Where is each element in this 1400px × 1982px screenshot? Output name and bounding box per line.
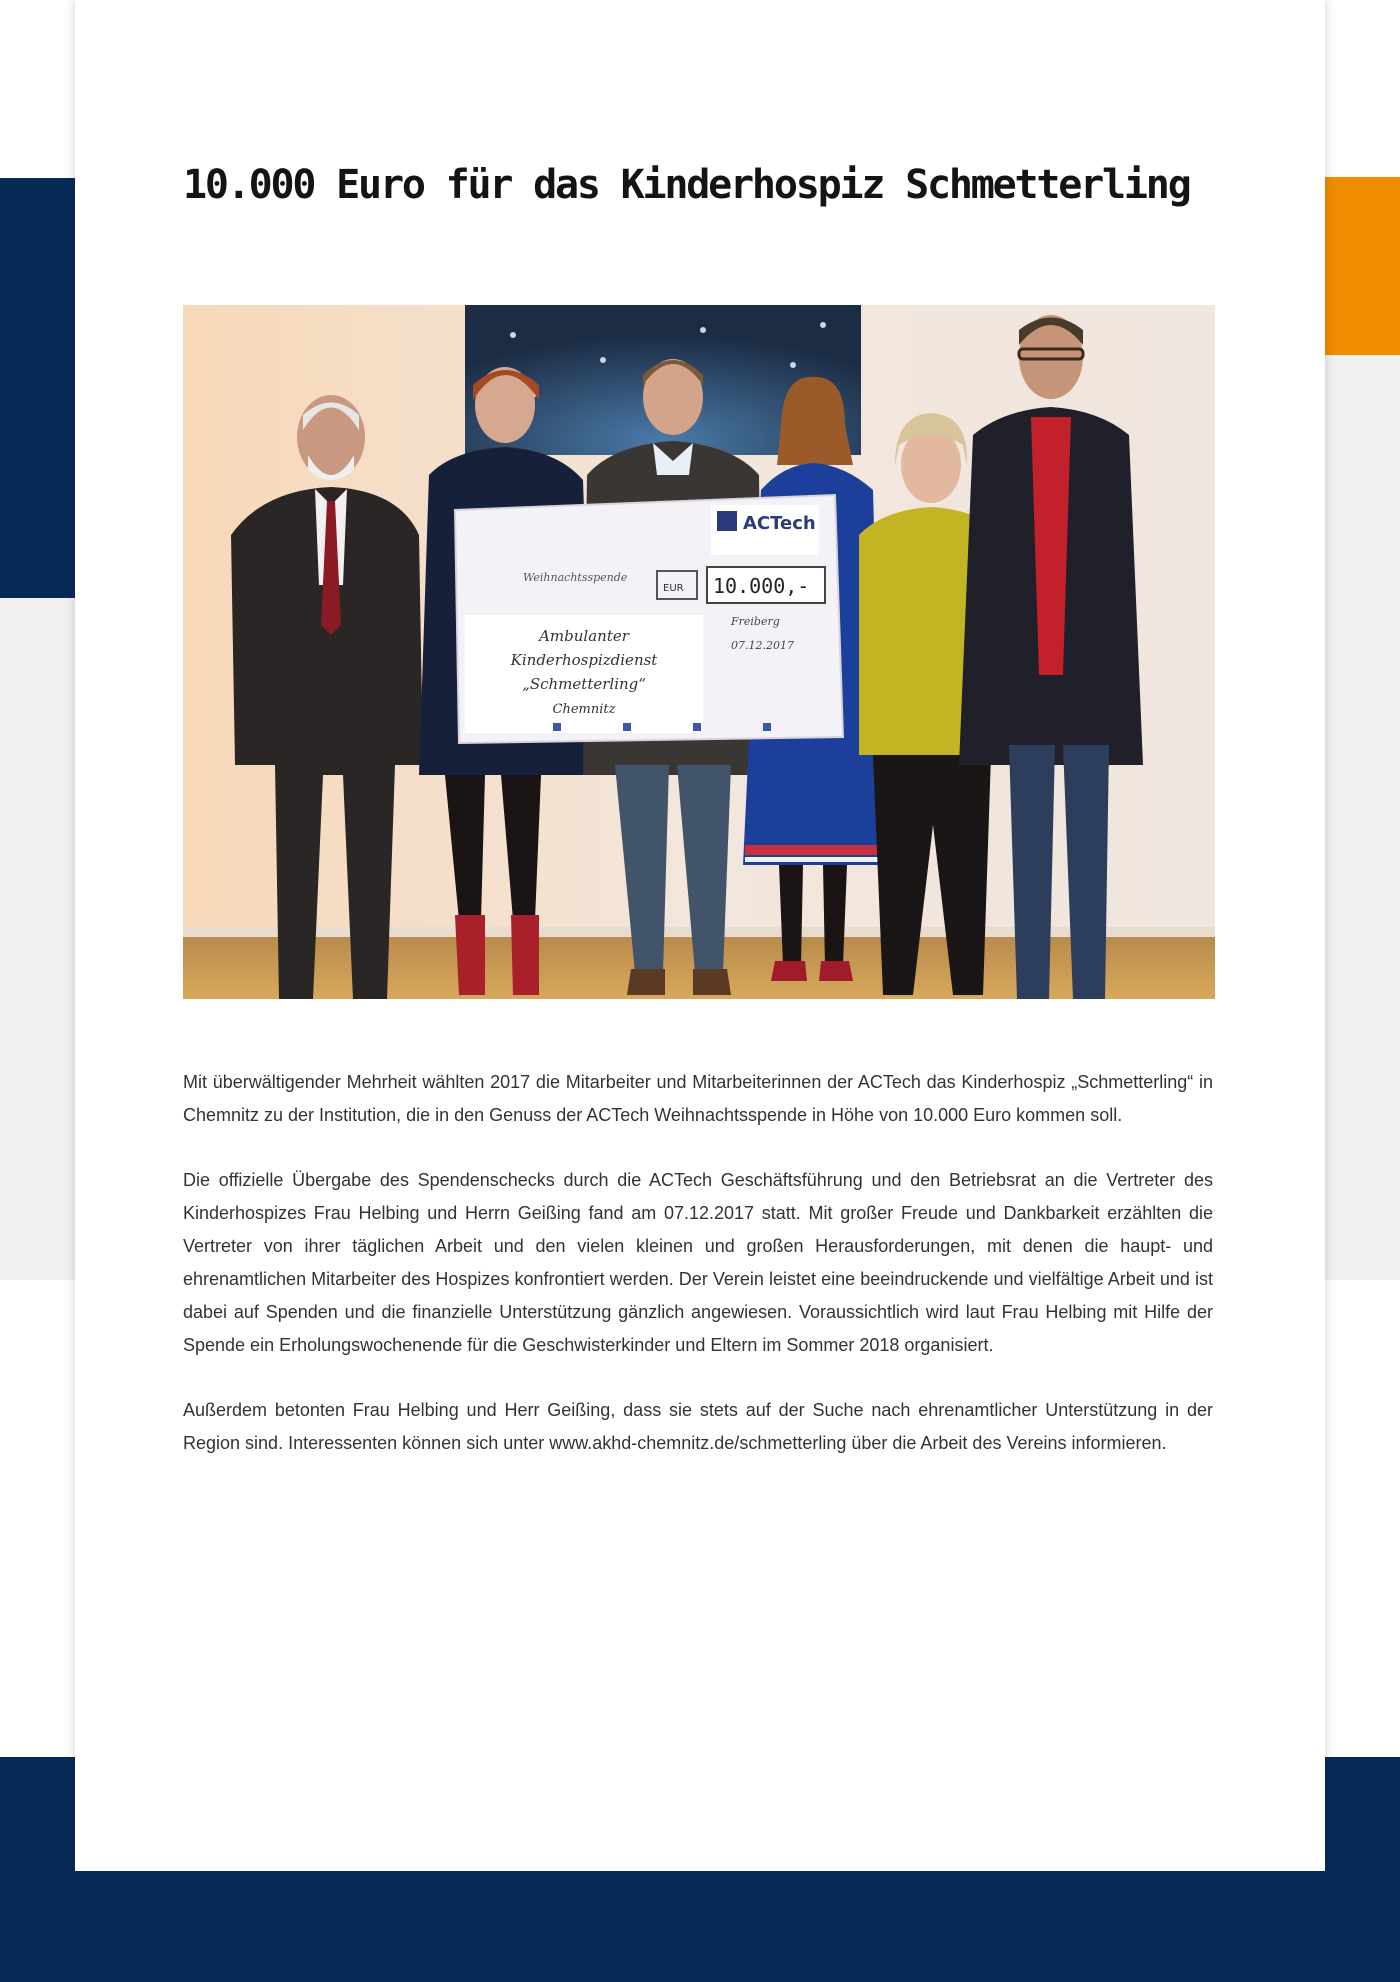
cheque-place: Freiberg bbox=[731, 615, 780, 628]
article-card bbox=[75, 0, 1325, 1871]
cheque-date: 07.12.2017 bbox=[731, 639, 794, 652]
cheque-recipient-line-2: Kinderhospizdienst bbox=[510, 651, 658, 669]
article-title: 10.000 Euro für das Kinderhospiz Schmetterling bbox=[183, 162, 1190, 208]
cheque-handover-photo bbox=[183, 305, 1215, 999]
donation-cheque bbox=[455, 495, 843, 743]
cheque-recipient-line-1: Ambulanter bbox=[539, 627, 629, 645]
actech-logo-icon bbox=[717, 511, 737, 531]
paragraph-1: Mit überwältigender Mehrheit wählten 2017 die Mitarbeiter und Mitarbeiterinnen der ACTech das Kinderhospiz „Schmetterling“ in Chemnitz zu der Institution, die in den Genuss der ACTech Weihnachtsspende in Höhe von 10.000 Euro kommen soll. bbox=[183, 1072, 1213, 1125]
cheque-purpose: Weihnachtsspende bbox=[523, 571, 628, 584]
decorative-band-right-orange bbox=[1325, 177, 1400, 355]
cheque-currency: EUR bbox=[663, 583, 684, 594]
cheque-amount: 10.000,- bbox=[713, 574, 810, 598]
decorative-band-right-gray bbox=[1325, 355, 1400, 1280]
decorative-band-left-gray bbox=[0, 598, 75, 1280]
paragraph-3: Außerdem betonten Frau Helbing und Herr Geißing, dass sie stets auf der Suche nach ehrenamtlicher Unterstützung in der Region sind. Interessenten können sich unter www.akhd-chemnitz.de/schmetterling über die Arbeit des Vereins informieren. bbox=[183, 1400, 1213, 1453]
cheque-recipient-line-4: Chemnitz bbox=[552, 702, 616, 717]
decorative-band-left-navy bbox=[0, 178, 75, 598]
cheque-brand: ACTech bbox=[743, 513, 816, 534]
article-body bbox=[183, 1066, 1213, 1492]
paragraph-2: Die offizielle Übergabe des Spendenschecks durch die ACTech Geschäftsführung und den Betriebsrat an die Vertreter des Kinderhospizes Frau Helbing und Herrn Geißing fand am 07.12.2017 statt. Mit großer Freude und Dankbarkeit erzählten die Vertreter von ihrer täglichen Arbeit und den vielen kleinen und großen Herausforderungen, mit denen die haupt- und ehrenamtlichen Mitarbeiter des Hospizes konfrontiert werden. Der Verein leistet eine beeindruckende und vielfältige Arbeit und ist dabei auf Spenden und die finanzielle Unterstützung gänzlich angewiesen. Voraussichtlich wird laut Frau Helbing mit Hilfe der Spende ein Erholungswochenende für die Geschwisterkinder und Eltern im Sommer 2018 organisiert. bbox=[183, 1170, 1213, 1355]
article-photo bbox=[183, 305, 1215, 999]
cheque-recipient-line-3: „Schmetterling“ bbox=[522, 675, 646, 693]
